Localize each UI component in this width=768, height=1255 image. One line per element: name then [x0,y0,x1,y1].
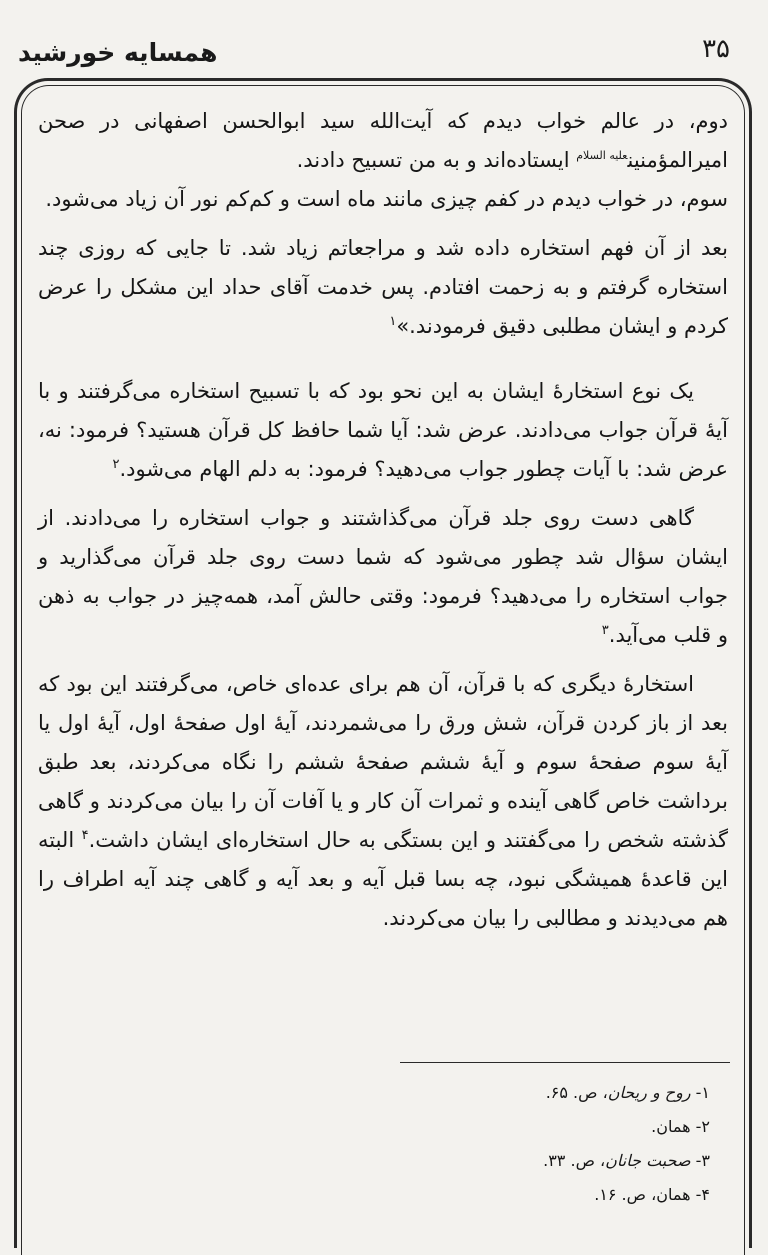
quote-text: دوم، در عالم خواب دیدم که آیت‌الله سید ابوالحسن اصفهانی در صحن امیرالمؤمنین [38,109,728,172]
footnote-source: صحبت جانان [605,1151,691,1170]
body-text: استخارهٔ دیگری که با قرآن، آن هم برای عده‌ای خاص، می‌گرفتند این بود که بعد از باز کردن قرآن، شش ورق را می‌شمردند، آیهٔ اول صفحهٔ اول، آیهٔ اول یا آیهٔ سوم صفحهٔ سوم و آیهٔ ششم صفحهٔ ششم را نگاه می‌کردند، بعد طبق برداشت خاص گاهی آینده و ثمرات آن کار و یا آفات آن را بیان می‌کردند و گاهی گذشته شخص را می‌گفتند و این بستگی به حال استخاره‌ای ایشان داشت. [38,672,728,852]
footnote-number: ۲- [690,1117,710,1136]
footnote-item [290,1110,710,1144]
footnote-item [290,1178,710,1212]
page-header [0,0,768,82]
footnote-detail: ، ص. ۱۶. [594,1185,657,1204]
footnote-marker: ۱ [389,314,397,329]
footnote-item [290,1144,710,1178]
footnote-divider [400,1062,730,1063]
footnote-marker: ۴ [81,828,89,843]
footnote-number: ۳- [690,1151,710,1170]
footnote-number: ۱- [690,1083,710,1102]
footnotes [290,1076,710,1212]
footnote-item [290,1076,710,1110]
footnote-source: همان [656,1117,691,1136]
quote-paragraph [38,102,728,180]
page-number: ۳۵ [702,34,730,64]
footnote-number: ۴- [690,1185,710,1204]
footnote-marker: ۲ [112,457,120,472]
footnote-detail: ، ص. ۳۳. [543,1151,606,1170]
footnote-source: همان [656,1185,691,1204]
quote-text: ایستاده‌اند و به من تسبیح دادند. [296,148,577,172]
body-paragraph [38,499,728,655]
quote-text: بعد از آن فهم استخاره داده شد و مراجعاتم زیاد شد. تا جایی که روزی چند استخاره گرفتم و به زحمت افتادم. پس خدمت آقای حداد این مشکل را عرض کردم و ایشان مطلبی دقیق فرمودند.» [38,236,728,338]
page-body [38,102,728,938]
quote-paragraph [38,229,728,346]
body-paragraph [38,665,728,938]
salutation-glyph: علیه السلام [576,149,628,162]
footnote-detail: ، ص. ۶۵. [545,1083,608,1102]
quote-paragraph: سوم، در خواب دیدم در کفم چیزی مانند ماه است و کم‌کم نور آن زیاد می‌شود. [45,187,728,211]
body-text: یک نوع استخارهٔ ایشان به این نحو بود که با تسبیح استخاره می‌گرفتند و با آیهٔ قرآن جواب می‌دادند. عرض شد: آیا شما حافظ کل قرآن هستید؟ فرمود: نه، عرض شد: با آیات چطور جواب می‌دهید؟ فرمود: به دلم الهام می‌شود. [38,379,728,481]
body-text: البته این قاعدهٔ همیشگی نبود، چه بسا قبل آیه و بعد آیه و گاهی چند آیه اطراف را هم می‌دیدند و مطالبی را بیان می‌کردند. [38,828,728,930]
body-text: گاهی دست روی جلد قرآن می‌گذاشتند و جواب استخاره را می‌دادند. از ایشان سؤال شد چطور می‌شود که شما دست روی جلد قرآن می‌گذارید و جواب استخاره را می‌دهید؟ فرمود: وقتی حالش آمد، همه‌چیز در جواب به ذهن و قلب می‌آید. [38,506,728,647]
footnote-detail: . [651,1117,657,1136]
footnote-marker: ۳ [601,623,609,638]
body-paragraph [38,372,728,489]
book-title: همسایه خورشید [18,38,218,67]
footnote-source: روح و ریحان [607,1083,691,1102]
